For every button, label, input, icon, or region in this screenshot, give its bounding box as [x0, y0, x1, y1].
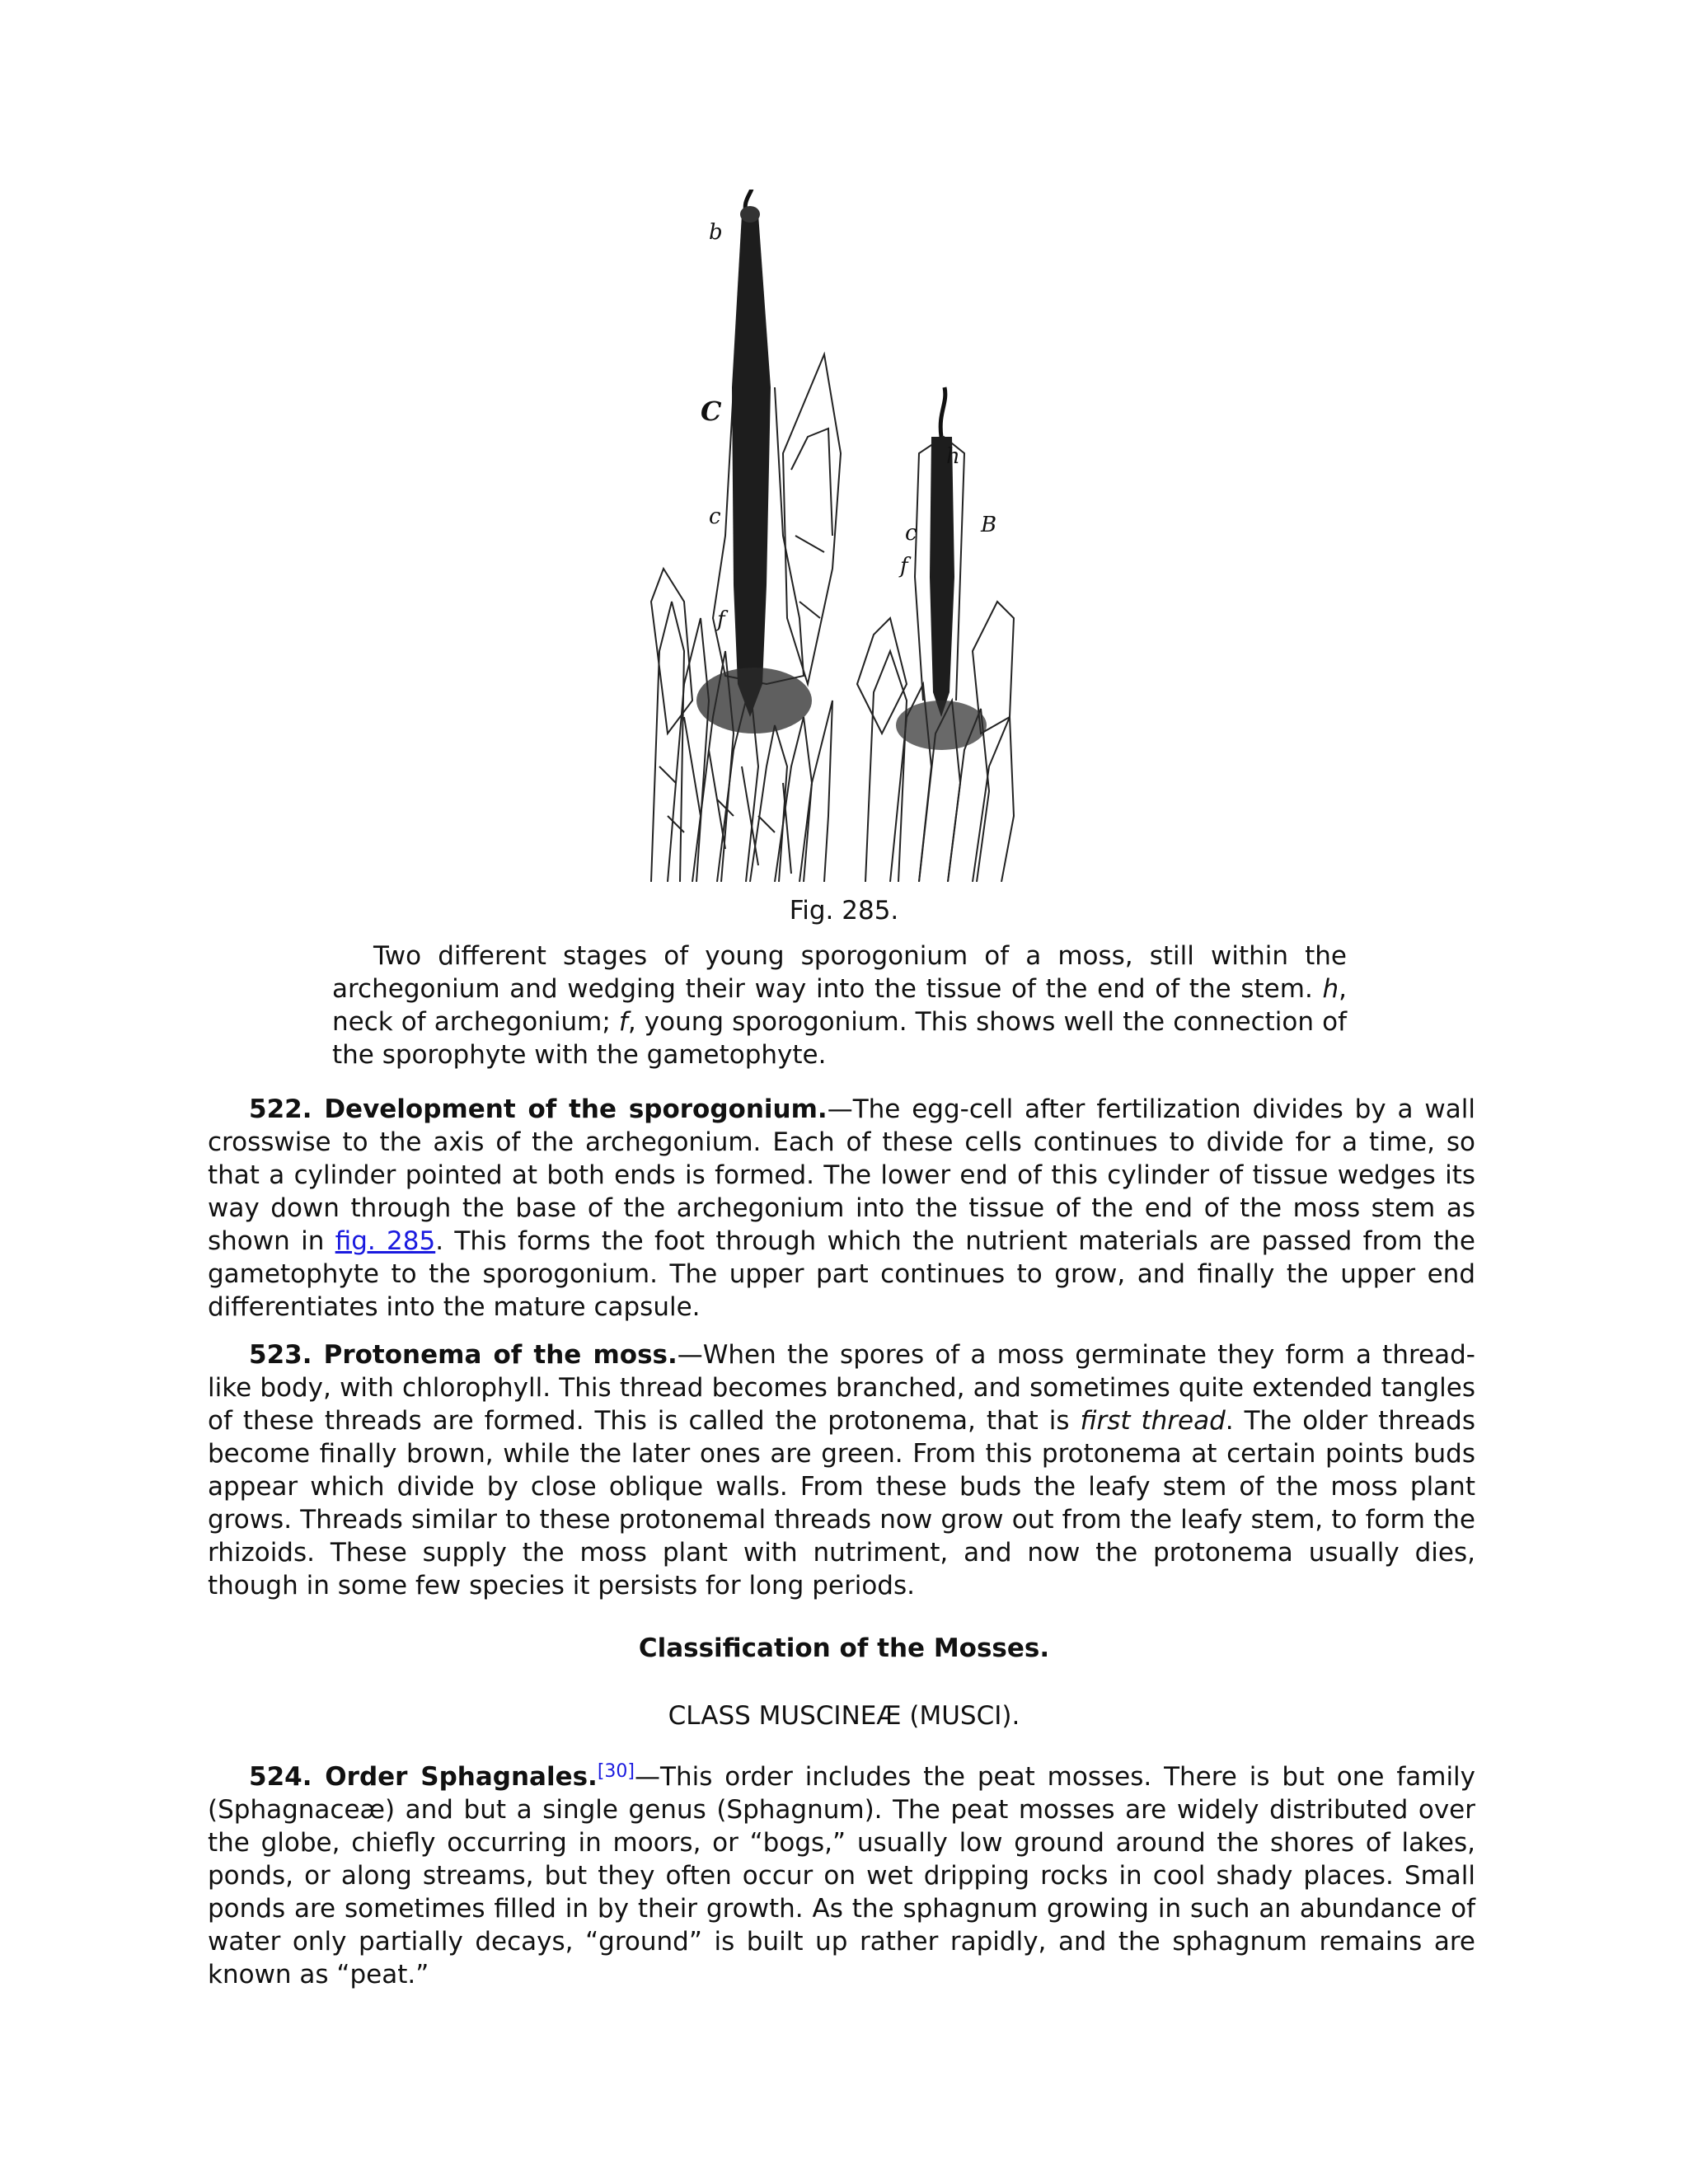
caption-text-2: , neck of archegonium;	[332, 974, 1347, 1037]
label-b: b	[709, 220, 723, 245]
paragraph-522-text-2: . This forms the foot through which the nutrient materials are passed from the gametophyte to the sporogonium. The upper part continues to grow, and finally the upper end differentiates into the mature capsule.	[208, 1226, 1475, 1322]
paragraph-522	[208, 1093, 1475, 1324]
caption-h: h	[1322, 974, 1339, 1004]
paragraph-523-heading: 523. Protonema of the moss.	[249, 1340, 678, 1370]
label-f: f	[717, 607, 725, 632]
label-h: h	[946, 444, 960, 469]
class-heading: CLASS MUSCINEÆ (MUSCI).	[668, 1701, 1020, 1731]
figure-title: Fig. 285.	[789, 896, 899, 926]
paragraph-524-heading: 524. Order Sphagnales.	[249, 1762, 598, 1792]
caption-text-3: , young sporogonium. This shows well the connection of the sporophyte with the gametophyte.	[332, 1007, 1347, 1070]
paragraph-524	[208, 1760, 1475, 1991]
label-B: B	[981, 513, 997, 537]
caption-text-1: Two different stages of young sporogonium of a moss, still within the archegonium and wedging their way into the tissue of the end of the stem.	[332, 941, 1347, 1004]
figure-caption	[332, 940, 1347, 1071]
fig-285-link[interactable]: fig. 285	[335, 1226, 436, 1256]
paragraph-523	[208, 1338, 1475, 1602]
paragraph-524-text: —This order includes the peat mosses. There is but one family (Sphagnaceæ) and but a single genus (Sphagnum). The peat mosses are widely distributed over the globe, chiefly occurring in moors, or “bogs,” usually low ground around the shores of lakes, ponds, or along streams, but they often occur on wet dripping rocks in cool shady places. Small ponds are sometimes filled in by their growth. As the sphagnum growing in such an abundance of water only partially decays, “ground” is built up rather rapidly, and the sphagnum remains are known as “peat.”	[208, 1762, 1476, 1990]
label-c: c	[709, 504, 721, 529]
paragraph-523-italic: first thread	[1080, 1406, 1226, 1436]
moss-illustration-drawing	[635, 190, 1022, 882]
caption-f: f	[618, 1007, 628, 1037]
paragraph-523-text-1: —When the spores of a moss germinate they form a thread-like body, with chlorophyll. This thread becomes branched, and sometimes quite extended tangles of these threads are formed. This is called the protonema, that is	[208, 1340, 1475, 1436]
label-c-right: c	[905, 521, 917, 546]
moss-sporogonium-illustration	[635, 190, 1022, 882]
paragraph-523-text-2: . The older threads become finally brown, while the later ones are green. From this protonema at certain points buds appear which divide by close oblique walls. From these buds the leafy stem of the moss plant grows. Threads similar to these protonemal threads now grow out from the leafy stem, to form the rhizoids. These supply the moss plant with nutriment, and now the protonema usually dies, though in some few species it persists for long periods.	[208, 1406, 1475, 1601]
label-f-right: f	[900, 554, 908, 579]
paragraph-522-text-1: —The egg-cell after fertilization divides by a wall crosswise to the axis of the archegonium. Each of these cells continues to divide for a time, so that a cylinder pointed at both ends is formed. The lower end of this cylinder of tissue wedges its way down through the base of the archegonium into the tissue of the end of the moss stem as shown in	[208, 1094, 1476, 1256]
footnote-link[interactable]: [30]	[597, 1761, 635, 1782]
paragraph-522-heading: 522. Development of the sporogonium.	[249, 1094, 828, 1124]
section-heading: Classification of the Mosses.	[638, 1633, 1050, 1663]
label-C: C	[701, 396, 722, 427]
